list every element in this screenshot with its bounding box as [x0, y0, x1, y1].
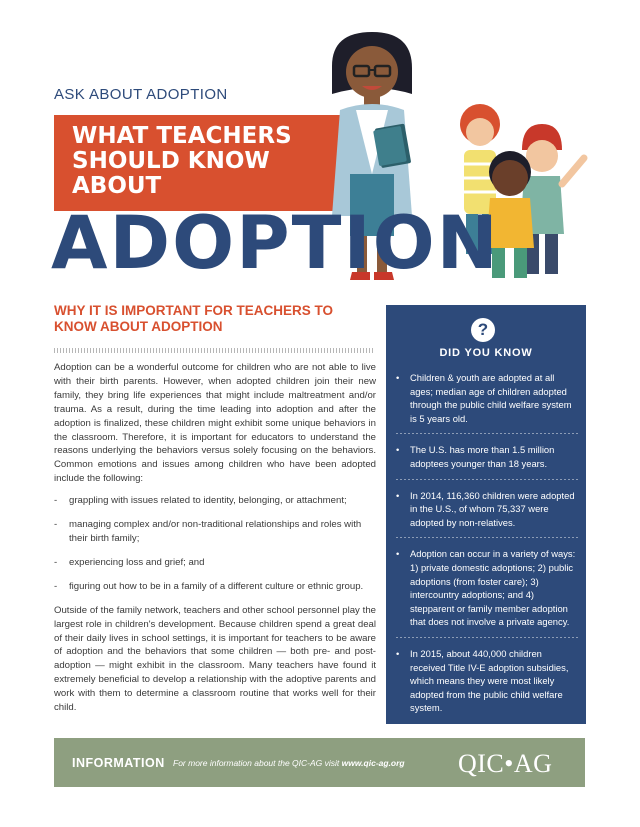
list-item: - managing complex and/or non-traditional relationships and roles with their birth family;: [54, 518, 376, 546]
facts-list: [396, 371, 578, 733]
fact-item: • Adoption can occur in a variety of ways: 1) private domestic adoptions; 2) public adoptions (from foster care); 3) intercountry adoptions; and 4) stepparent or family member adoption that does not involve a private agency.: [396, 547, 578, 638]
main-text-column: [54, 361, 376, 723]
dotted-divider: [54, 348, 374, 353]
issues-list: [54, 494, 376, 594]
footer-label: INFORMATION: [72, 756, 165, 770]
footer-note-text: For more information about the QIC-AG visit: [173, 758, 342, 768]
fact-item: • In 2014, 116,360 children were adopted in the U.S., of whom 75,337 were adopted by non-relatives.: [396, 489, 578, 539]
question-icon: ?: [471, 318, 495, 342]
qic-ag-logo: QIC•AG: [458, 749, 553, 778]
list-item: - figuring out how to be in a family of a different culture or ethnic group.: [54, 580, 376, 594]
banner-title: WHAT TEACHERS SHOULD KNOW ABOUT: [72, 123, 292, 199]
sidebar-title: DID YOU KNOW: [439, 347, 533, 359]
section-heading: WHY IT IS IMPORTANT FOR TEACHERS TO KNOW ABOUT ADOPTION: [54, 303, 334, 334]
footer-note: [173, 758, 405, 768]
list-item: - experiencing loss and grief; and: [54, 556, 376, 570]
intro-paragraph: Adoption can be a wonderful outcome for children who are not able to live with their birth parents. However, when adopted children join their new family, they bring life experiences that might include maltreatment and/or trauma. As a result, during the time leading into adoption and after the adoption is finalized, these children might exhibit some unique behaviors in the classroom. Therefore, it is important for educators to understand the reasons underlying the behaviors versus solely focusing on the behaviors. Common emotions and issues among children who have been adopted include the following:: [54, 362, 376, 485]
fact-item: • The U.S. has more than 1.5 million adoptees younger than 18 years.: [396, 443, 578, 479]
fact-item: • Children & youth are adopted at all ages; median age of children adopted through the public child welfare system is 5 years old.: [396, 371, 578, 434]
footer-url-link[interactable]: www.qic-ag.org: [341, 758, 405, 768]
closing-paragraph: Outside of the family network, teachers and other school personnel play the largest role in children's development. Because children spend a great deal of their daily lives in school settings, it is important for teachers to be aware of adoption and the behaviors that some children — both pre- and post-adoption — might exhibit in the classroom. Many teachers have found it extremely beneficial to develop a relationship with the adoptive parents and work with them to determine a classroom routine that works well for their child.: [54, 604, 376, 714]
adoption-headline: ADOPTION: [51, 201, 500, 286]
fact-item: • In 2015, about 440,000 children received Title IV-E adoption subsidies, which means they were most likely adopted from the public child welfare system.: [396, 647, 578, 724]
list-item: - grappling with issues related to identity, belonging, or attachment;: [54, 494, 376, 508]
eyebrow: ASK ABOUT ADOPTION: [54, 86, 228, 103]
